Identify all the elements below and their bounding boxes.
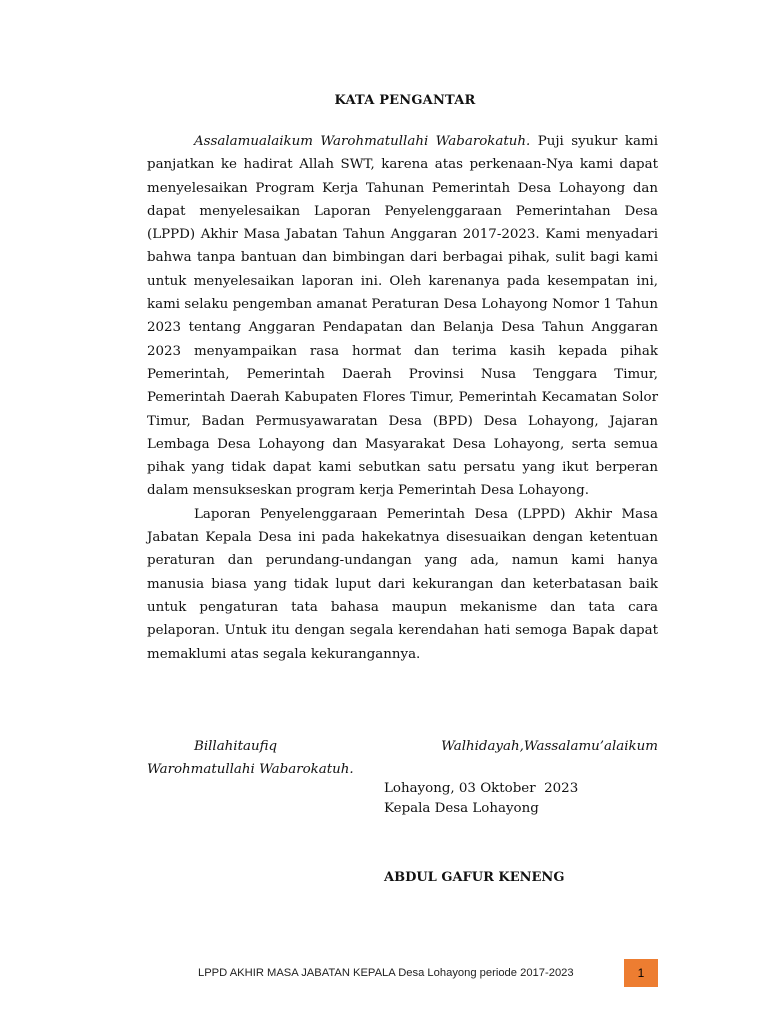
document-body <box>147 130 658 666</box>
paragraph-1 <box>147 130 658 503</box>
page-number: 1 <box>624 959 658 987</box>
closing-greeting <box>147 735 658 781</box>
closing-right: Walhidayah,Wassalamu’alaikum <box>441 739 658 754</box>
page-footer <box>198 959 658 987</box>
place-date: Lohayong, 03 Oktober 2023 <box>384 781 579 796</box>
greeting-text: Assalamualaikum Warohmatullahi Wabarokatuh. <box>194 134 531 149</box>
closing-left: Billahitaufiq <box>194 739 278 754</box>
signer-name: ABDUL GAFUR KENENG <box>384 870 565 885</box>
footer-text: LPPD AKHIR MASA JABATAN KEPALA Desa Lohayong periode 2017-2023 <box>198 967 574 979</box>
paragraph-1-text: Puji syukur kami panjatkan ke hadirat Allah SWT, karena atas perkenaan-Nya kami dapat menyelesaikan Program Kerja Tahunan Pemerintah Desa Lohayong dan dapat menyelesaikan Laporan Penyelenggaraan Pemerintahan Desa (LPPD) Akhir Masa Jabatan Tahun Anggaran 2017-2023. Kami menyadari bahwa tanpa bantuan dan bimbingan dari berbagai pihak, sulit bagi kami untuk menyelesaikan laporan ini. Oleh karenanya pada kesempatan ini, kami selaku pengemban amanat Peraturan Desa Lohayong Nomor 1 Tahun 2023 tentang Anggaran Pendapatan dan Belanja Desa Tahun Anggaran 2023 menyampaikan rasa hormat dan terima kasih kepada pihak Pemerintah, Pemerintah Daerah Provinsi Nusa Tenggara Timur, Pemerintah Daerah Kabupaten Flores Timur, Pemerintah Kecamatan Solor Timur, Badan Permusyawaratan Desa (BPD) Desa Lohayong, Jajaran Lembaga Desa Lohayong dan Masyarakat Desa Lohayong, serta semua pihak yang tidak dapat kami sebutkan satu persatu yang ikut berperan dalam mensukseskan program kerja Pemerintah Desa Lohayong. <box>147 134 658 499</box>
signer-position: Kepala Desa Lohayong <box>384 801 539 816</box>
paragraph-2: Laporan Penyelenggaraan Pemerintah Desa (LPPD) Akhir Masa Jabatan Kepala Desa ini pada hakekatnya disesuaikan dengan ketentuan peraturan dan perundang-undangan yang ada, namun kami hanya manusia biasa yang tidak luput dari kekurangan dan keterbatasan baik untuk pengaturan tata bahasa maupun mekanisme dan tata cara pelaporan. Untuk itu dengan segala kerendahan hati semoga Bapak dapat memaklumi atas segala kekurangannya. <box>147 506 658 662</box>
page-title: KATA PENGANTAR <box>334 93 476 108</box>
closing-line2: Warohmatullahi Wabarokatuh. <box>147 762 354 777</box>
signature-block <box>384 779 578 819</box>
